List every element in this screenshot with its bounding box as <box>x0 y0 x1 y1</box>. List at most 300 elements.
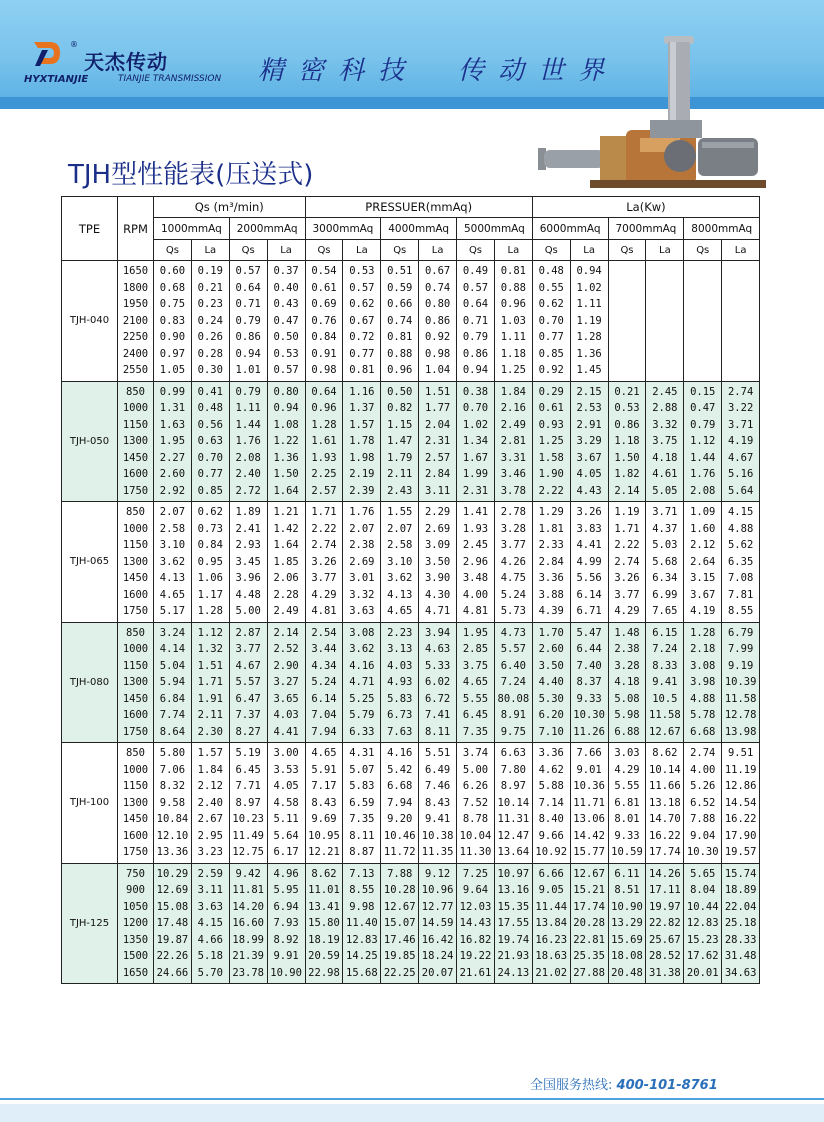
cell-value: 4.67 <box>727 451 754 464</box>
cell-value: 8.55 <box>727 605 754 617</box>
cell-value <box>684 280 721 297</box>
cell-value: 4.65 <box>387 605 413 617</box>
cell-value: 8.32 <box>159 780 186 792</box>
cell-value: 2.60 <box>159 468 186 480</box>
cell-value: 22.26 <box>156 950 189 962</box>
cell-value: 0.86 <box>424 314 451 327</box>
qs-cell <box>532 622 570 743</box>
qs-cell <box>381 381 419 502</box>
cell-value: 5.94 <box>159 676 186 688</box>
cell-value: 18.19 <box>308 933 340 946</box>
la-cell <box>267 381 305 502</box>
rpm-value: 1450 <box>122 692 149 705</box>
cell-value: 2.45 <box>462 539 489 551</box>
cell-value: 19.57 <box>724 846 757 858</box>
cell-value: 5.05 <box>652 484 678 497</box>
cell-value: 2.40 <box>235 468 261 480</box>
sub-head-qs: Qs <box>381 240 419 261</box>
cell-value: 28.52 <box>649 950 681 962</box>
cell-value: 13.36 <box>156 846 189 858</box>
cell-value: 14.42 <box>573 829 605 842</box>
cell-value: 7.10 <box>538 725 564 738</box>
la-cell <box>646 502 684 623</box>
cell-value: 1.79 <box>387 451 413 464</box>
cell-value: 6.17 <box>273 846 299 858</box>
cell-value: 4.30 <box>424 588 451 601</box>
cell-value: 6.68 <box>690 725 716 738</box>
cell-value: 2.22 <box>538 484 564 497</box>
cell-value: 7.08 <box>727 572 754 584</box>
cell-value: 4.71 <box>424 605 451 617</box>
cell-value: 1.63 <box>159 418 186 431</box>
la-cell <box>646 261 684 382</box>
cell-value: 17.46 <box>383 933 416 946</box>
roots-blower-image <box>530 28 770 190</box>
col-head-pressure: PRESSUER(mmAq) <box>305 197 532 218</box>
cell-value: 3.88 <box>538 588 564 601</box>
cell-value: 1.60 <box>690 522 716 535</box>
cell-value: 0.74 <box>387 314 413 327</box>
cell-value: 7.80 <box>500 763 526 776</box>
table-row <box>62 863 760 984</box>
cell-value: 0.49 <box>462 265 489 277</box>
qs-cell <box>154 261 192 382</box>
rpm-value: 1300 <box>122 435 149 447</box>
rpm-value: 1150 <box>122 418 149 431</box>
cell-value: 3.32 <box>652 418 678 431</box>
cell-value <box>609 362 646 379</box>
cell-value: 9.66 <box>538 829 564 842</box>
cell-value: 10.90 <box>270 966 302 979</box>
cell-value: 4.93 <box>387 676 413 688</box>
cell-value: 4.41 <box>576 539 602 551</box>
cell-value: 1.55 <box>387 506 413 518</box>
page-title: TJH型性能表(压送式) <box>68 160 314 190</box>
cell-value: 13.18 <box>649 796 681 809</box>
cell-value: 3.65 <box>273 692 299 705</box>
cell-value: 11.31 <box>497 813 530 825</box>
cell-value: 9.41 <box>652 676 678 688</box>
cell-value: 5.68 <box>652 555 678 568</box>
cell-value: 4.73 <box>500 626 526 639</box>
cell-value: 3.83 <box>576 522 602 535</box>
cell-value: 8.97 <box>235 796 261 809</box>
cell-value: 9.19 <box>727 659 754 672</box>
cell-value: 2.88 <box>652 402 678 414</box>
cell-value <box>684 362 721 379</box>
rpm-value: 1600 <box>122 468 149 480</box>
cell-value: 0.83 <box>159 314 186 327</box>
cell-value <box>722 362 759 379</box>
cell-value: 22.04 <box>724 900 757 913</box>
cell-value <box>646 313 683 330</box>
cell-value: 4.03 <box>273 709 299 721</box>
cell-value: 0.71 <box>462 314 489 327</box>
cell-value: 2.38 <box>349 539 375 551</box>
cell-value: 2.93 <box>235 539 261 551</box>
cell-value <box>722 296 759 313</box>
cell-value: 0.79 <box>690 418 716 431</box>
cell-value: 0.88 <box>387 347 413 360</box>
cell-value: 3.13 <box>387 643 413 655</box>
cell-value: 7.13 <box>349 867 375 880</box>
cell-value: 0.88 <box>500 281 526 294</box>
cell-value: 14.26 <box>649 867 681 880</box>
cell-value: 9.05 <box>538 884 564 896</box>
qs-cell <box>457 622 495 743</box>
cell-value <box>722 346 759 363</box>
cell-value: 0.86 <box>462 347 489 360</box>
cell-value: 1.78 <box>349 435 375 447</box>
qs-cell <box>457 261 495 382</box>
cell-value: 1.48 <box>614 626 640 639</box>
la-cell <box>646 743 684 864</box>
qs-cell <box>229 261 267 382</box>
cell-value: 13.29 <box>611 917 643 929</box>
cell-value: 6.63 <box>500 747 526 759</box>
cell-value: 6.15 <box>652 626 678 639</box>
cell-value: 7.65 <box>652 605 678 617</box>
cell-value: 4.15 <box>197 917 223 929</box>
cell-value: 2.27 <box>159 451 186 464</box>
cell-value: 6.20 <box>538 709 564 721</box>
cell-value: 2.57 <box>311 484 337 497</box>
cell-value: 1.32 <box>197 643 223 655</box>
qs-cell <box>608 502 646 623</box>
cell-value: 15.08 <box>156 900 189 913</box>
rpm-value: 750 <box>126 867 145 880</box>
cell-value: 2.07 <box>349 522 375 535</box>
cell-value: 7.94 <box>387 796 413 809</box>
cell-value: 4.13 <box>159 572 186 584</box>
rpm-value: 850 <box>126 506 145 518</box>
cell-value: 9.75 <box>500 725 526 738</box>
cell-value: 2.96 <box>462 555 489 568</box>
cell-value: 9.91 <box>273 950 299 962</box>
cell-value <box>609 346 646 363</box>
cell-value: 1.71 <box>197 676 223 688</box>
cell-value: 21.93 <box>497 950 530 962</box>
cell-value: 2.15 <box>576 385 602 398</box>
cell-value: 7.63 <box>387 725 413 738</box>
cell-value: 0.94 <box>462 364 489 376</box>
cell-value: 1.70 <box>538 626 564 639</box>
cell-value: 7.81 <box>727 588 754 601</box>
rpm-value: 1300 <box>122 676 149 688</box>
la-cell <box>419 381 457 502</box>
cell-value: 2.39 <box>349 484 375 497</box>
cell-value: 16.23 <box>535 933 568 946</box>
brand-logo-icon <box>32 38 62 68</box>
cell-value: 2.64 <box>690 555 716 568</box>
cell-value: 0.67 <box>349 314 375 327</box>
cell-value: 2.59 <box>197 867 223 880</box>
cell-value: 1.51 <box>424 385 451 398</box>
cell-value: 1.02 <box>576 281 602 294</box>
cell-value: 5.73 <box>500 605 526 617</box>
cell-value: 4.39 <box>538 605 564 617</box>
rpm-value: 1000 <box>122 522 149 535</box>
cell-value: 10.46 <box>383 829 416 842</box>
cell-value: 9.64 <box>462 884 489 896</box>
cell-value: 5.30 <box>538 692 564 705</box>
cell-value: 3.75 <box>462 659 489 672</box>
cell-value: 5.18 <box>197 950 223 962</box>
cell-value: 5.26 <box>690 780 716 792</box>
cell-value: 13.06 <box>573 813 605 825</box>
cell-value: 10.84 <box>156 813 189 825</box>
cell-value: 4.71 <box>349 676 375 688</box>
cell-value: 10.23 <box>232 813 264 825</box>
cell-value: 5.80 <box>159 747 186 759</box>
cell-value: 9.04 <box>690 829 716 842</box>
brand-name: 天杰传动 <box>84 50 168 74</box>
cell-value: 1.25 <box>538 435 564 447</box>
cell-value <box>646 329 683 346</box>
cell-value: 3.08 <box>349 626 375 639</box>
cell-value: 0.57 <box>349 281 375 294</box>
la-cell <box>722 743 760 864</box>
cell-value: 17.48 <box>156 917 189 929</box>
col-head-la: La(Kw) <box>532 197 759 218</box>
cell-value: 5.62 <box>727 539 754 551</box>
cell-value: 6.26 <box>462 780 489 792</box>
cell-value: 25.67 <box>649 933 681 946</box>
cell-value: 6.11 <box>614 867 640 880</box>
cell-value: 1.90 <box>538 468 564 480</box>
pressure-head: 8000mmAq <box>684 218 760 240</box>
la-cell <box>570 261 608 382</box>
rpm-cell <box>118 381 154 502</box>
cell-value: 7.24 <box>652 643 678 655</box>
cell-value: 5.65 <box>690 867 716 880</box>
cell-value: 0.81 <box>387 331 413 343</box>
slogan: 精密科技 传动世界 <box>258 56 619 86</box>
cell-value: 0.28 <box>197 347 223 360</box>
qs-cell <box>154 502 192 623</box>
cell-value: 10.30 <box>686 846 719 858</box>
cell-value: 15.77 <box>573 846 605 858</box>
cell-value: 3.10 <box>387 555 413 568</box>
cell-value: 9.01 <box>576 763 602 776</box>
cell-value: 10.14 <box>649 763 681 776</box>
cell-value: 19.85 <box>383 950 416 962</box>
cell-value: 1.95 <box>159 435 186 447</box>
cell-value: 18.08 <box>611 950 643 962</box>
cell-value: 0.47 <box>273 314 299 327</box>
cell-value: 0.70 <box>538 314 564 327</box>
cell-value: 6.45 <box>235 763 261 776</box>
cell-value: 3.77 <box>614 588 640 601</box>
cell-value: 2.74 <box>311 539 337 551</box>
cell-value: 2.14 <box>614 484 640 497</box>
cell-value: 11.72 <box>383 846 416 858</box>
cell-value: 3.26 <box>576 506 602 518</box>
cell-value: 10.38 <box>421 829 454 842</box>
qs-cell <box>381 863 419 984</box>
cell-value: 12.83 <box>686 917 719 929</box>
cell-value: 1.06 <box>197 572 223 584</box>
cell-value: 8.11 <box>349 829 375 842</box>
cell-value: 0.92 <box>424 331 451 343</box>
la-cell <box>343 381 381 502</box>
cell-value: 8.91 <box>500 709 526 721</box>
cell-value: 12.83 <box>346 933 378 946</box>
cell-value: 1.93 <box>311 451 337 464</box>
cell-value: 4.00 <box>462 588 489 601</box>
cell-value: 0.96 <box>311 402 337 414</box>
cell-value: 2.84 <box>538 555 564 568</box>
cell-value: 6.44 <box>576 643 602 655</box>
cell-value: 0.71 <box>235 298 261 310</box>
rpm-value: 2250 <box>122 331 149 343</box>
cell-value: 3.24 <box>159 626 186 639</box>
cell-value: 5.07 <box>349 763 375 776</box>
cell-value: 11.40 <box>346 917 378 929</box>
cell-value: 5.56 <box>576 572 602 584</box>
cell-value: 5.83 <box>349 780 375 792</box>
cell-value: 0.15 <box>690 385 716 398</box>
la-cell <box>419 743 457 864</box>
cell-value: 4.88 <box>690 692 716 705</box>
model-cell: TJH-125 <box>62 863 118 984</box>
cell-value: 1.11 <box>500 331 526 343</box>
cell-value: 3.31 <box>500 451 526 464</box>
cell-value: 12.21 <box>308 846 340 858</box>
cell-value: 16.60 <box>232 917 264 929</box>
cell-value: 8.37 <box>576 676 602 688</box>
cell-value: 2.58 <box>159 522 186 535</box>
la-cell <box>191 863 229 984</box>
cell-value: 11.35 <box>421 846 454 858</box>
cell-value: 11.49 <box>232 829 264 842</box>
cell-value: 14.25 <box>346 950 378 962</box>
la-cell <box>267 622 305 743</box>
cell-value: 6.33 <box>349 725 375 738</box>
cell-value: 2.78 <box>500 506 526 518</box>
cell-value: 5.51 <box>424 747 451 759</box>
cell-value <box>722 329 759 346</box>
cell-value: 9.33 <box>614 829 640 842</box>
cell-value: 0.30 <box>197 364 223 376</box>
cell-value: 0.21 <box>614 385 640 398</box>
cell-value: 3.03 <box>614 747 640 759</box>
cell-value: 11.66 <box>649 780 681 792</box>
cell-value: 8.43 <box>311 796 337 809</box>
cell-value: 2.11 <box>387 468 413 480</box>
cell-value: 22.81 <box>573 933 605 946</box>
cell-value <box>684 329 721 346</box>
cell-value: 6.14 <box>576 588 602 601</box>
qs-cell <box>684 863 722 984</box>
cell-value: 2.49 <box>273 605 299 617</box>
cell-value: 2.25 <box>311 468 337 480</box>
cell-value: 12.67 <box>383 900 416 913</box>
cell-value: 0.84 <box>197 539 223 551</box>
cell-value: 10.14 <box>497 796 530 809</box>
cell-value: 0.85 <box>197 484 223 497</box>
cell-value: 4.00 <box>690 763 716 776</box>
cell-value: 0.26 <box>197 331 223 343</box>
la-cell <box>343 261 381 382</box>
cell-value: 1.12 <box>690 435 716 447</box>
cell-value: 2.30 <box>197 725 223 738</box>
cell-value: 20.07 <box>421 966 454 979</box>
cell-value: 4.29 <box>614 763 640 776</box>
qs-cell <box>229 622 267 743</box>
cell-value: 8.62 <box>311 867 337 880</box>
cell-value: 80.08 <box>497 692 530 705</box>
rpm-value: 1200 <box>122 917 149 929</box>
cell-value: 1.71 <box>614 522 640 535</box>
cell-value: 7.37 <box>235 709 261 721</box>
cell-value: 3.62 <box>159 555 186 568</box>
table-row <box>62 622 760 743</box>
sub-head-qs: Qs <box>457 240 495 261</box>
cell-value: 11.58 <box>649 709 681 721</box>
cell-value: 2.74 <box>690 747 716 759</box>
cell-value: 6.71 <box>576 605 602 617</box>
cell-value: 1.19 <box>614 506 640 518</box>
cell-value <box>646 263 683 280</box>
cell-value <box>722 313 759 330</box>
cell-value: 15.21 <box>573 884 605 896</box>
cell-value: 0.79 <box>235 385 261 398</box>
cell-value: 3.63 <box>197 900 223 913</box>
cell-value: 6.40 <box>500 659 526 672</box>
cell-value: 1.81 <box>538 522 564 535</box>
cell-value: 7.40 <box>576 659 602 672</box>
cell-value: 7.94 <box>311 725 337 738</box>
cell-value: 5.98 <box>614 709 640 721</box>
cell-value: 3.01 <box>349 572 375 584</box>
cell-value: 1.03 <box>500 314 526 327</box>
cell-value: 0.85 <box>538 347 564 360</box>
cell-value: 16.42 <box>421 933 454 946</box>
cell-value: 1.28 <box>690 626 716 639</box>
cell-value: 2.67 <box>197 813 223 825</box>
cell-value: 7.99 <box>727 643 754 655</box>
cell-value: 2.12 <box>197 780 223 792</box>
la-cell <box>494 261 532 382</box>
cell-value: 1.16 <box>349 385 375 398</box>
cell-value: 1.11 <box>576 298 602 310</box>
cell-value: 0.77 <box>197 468 223 480</box>
cell-value: 0.64 <box>235 281 261 294</box>
cell-value: 0.94 <box>273 402 299 414</box>
cell-value: 0.84 <box>311 331 337 343</box>
cell-value: 1.85 <box>273 555 299 568</box>
cell-value: 5.42 <box>387 763 413 776</box>
qs-cell <box>608 261 646 382</box>
la-cell <box>494 743 532 864</box>
cell-value: 17.11 <box>649 884 681 896</box>
cell-value: 4.66 <box>197 933 223 946</box>
cell-value: 1.19 <box>576 314 602 327</box>
cell-value: 22.82 <box>649 917 681 929</box>
cell-value: 0.94 <box>576 265 602 277</box>
cell-value: 0.40 <box>273 281 299 294</box>
la-cell <box>191 261 229 382</box>
cell-value: 8.64 <box>159 725 186 738</box>
cell-value: 0.50 <box>273 331 299 343</box>
cell-value: 2.58 <box>387 539 413 551</box>
cell-value: 25.18 <box>724 917 757 929</box>
rpm-value: 1150 <box>122 659 149 672</box>
cell-value: 12.77 <box>421 900 454 913</box>
cell-value: 0.50 <box>387 385 413 398</box>
cell-value: 19.87 <box>156 933 189 946</box>
